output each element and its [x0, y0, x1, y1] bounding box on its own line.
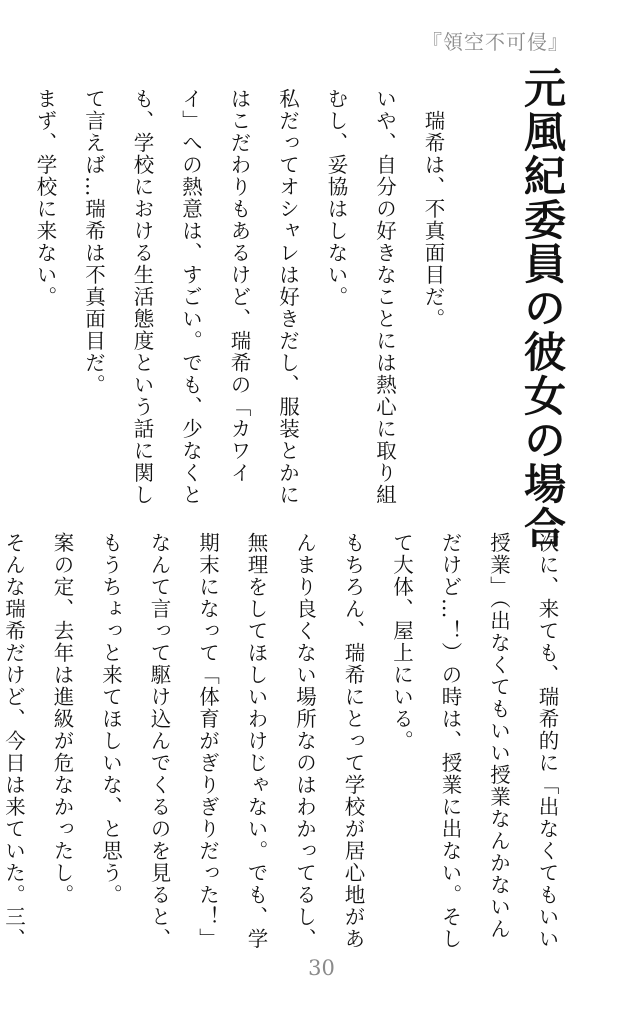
text-line: んまり良くない場所なのはわかってるし、 [292, 532, 317, 950]
text-line: だけど…！）の時は、授業に出ない。そし [438, 532, 462, 950]
text-line: 無理をしてほしいわけじゃない。でも、学 [244, 532, 268, 950]
text-line: もちろん、瑞希にとって学校が居心地があ [341, 532, 365, 950]
text-line: も、学校における生活態度という話に関し [130, 88, 154, 506]
text-line: いや、自分の好きなことには熱心に取り組 [372, 88, 397, 506]
text-line: はこだわりもあるけど、瑞希の「カワイ [227, 88, 251, 484]
text-line: 授業」（出なくてもいい授業なんかないん [486, 532, 511, 940]
text-line: て言えば…瑞希は不真面目だ。 [81, 88, 106, 396]
text-line: 案の定、去年は進級が危なかったし。 [50, 532, 74, 906]
text-line: 瑞希は、不真面目だ。 [421, 88, 445, 330]
text-line: まず、学校に来ない。 [33, 88, 57, 308]
text-line: そんな瑞希だけど、今日は来ていた。三、 [1, 532, 26, 950]
page-number: 30 [308, 956, 335, 980]
text-line: 私だってオシャレは好きだし、服装とかに [275, 88, 300, 506]
text-line: 次に、来ても、瑞希的に「出なくてもいい [535, 532, 559, 950]
text-line: 期末になって「体育がぎりぎりだった！」 [195, 532, 220, 950]
text-block-bottom [0, 532, 571, 952]
text-line: むし、妥協はしない。 [324, 88, 348, 308]
text-line: なんて言って駆け込んでくるのを見ると、 [147, 532, 171, 950]
text-line: イ」への熱意は、すごい。でも、少なくと [178, 88, 203, 506]
text-line: て大体、屋上にいる。 [389, 532, 414, 752]
chapter-title: 元風紀委員の彼女の場合 [518, 66, 567, 550]
series-title: 『領空不可侵』 [422, 30, 569, 54]
text-block-top [21, 88, 458, 508]
text-line: もうちょっと来てほしいな、と思う。 [98, 532, 123, 906]
